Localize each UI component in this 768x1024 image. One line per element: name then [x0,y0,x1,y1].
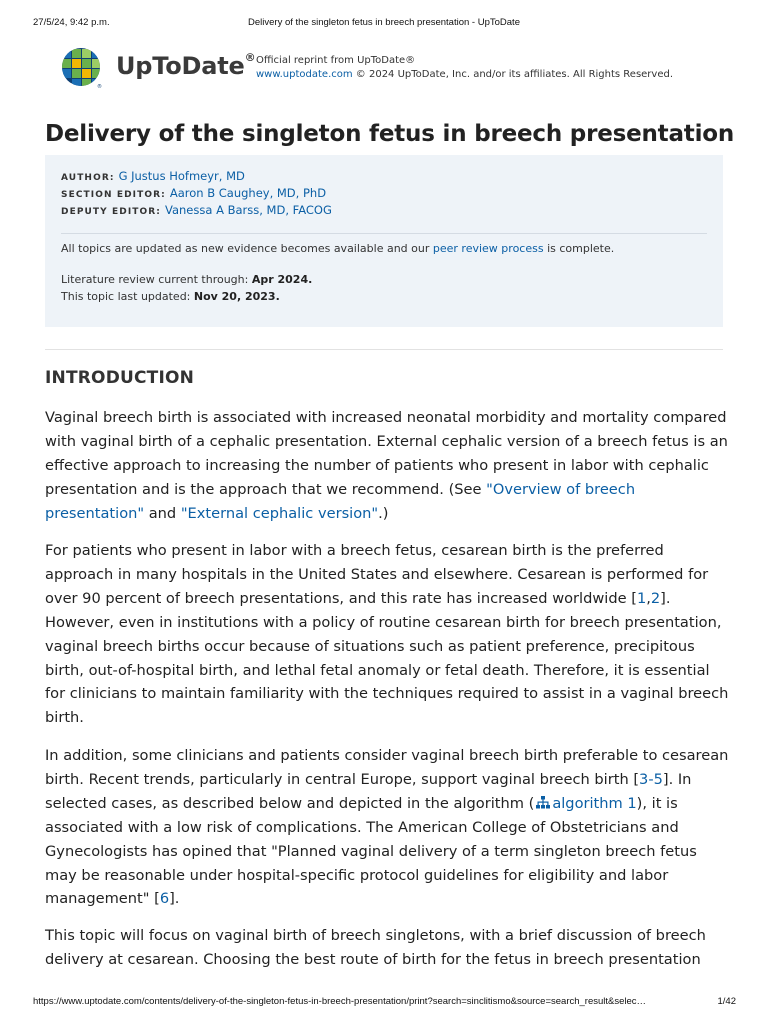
overview-breech-link[interactable]: "Overview of breech [486,480,636,498]
paragraph-1 [45,406,735,526]
text-line: Gynecologists has opined that "Planned vaginal delivery of a term singleton breech fetus [45,842,697,860]
brand-wordmark [116,52,255,80]
section-editor-link[interactable]: Aaron B Caughey, MD, PhD [169,186,327,200]
text-line: with vaginal birth of a cephalic presentation. External cephalic version of a breech fetus is an [45,432,728,450]
text-line [45,792,735,816]
section-editor-label: SECTION EDITOR: [61,190,166,200]
text-line: However, even in institutions with a policy of routine cesarean birth for breech presentation, [45,613,722,631]
topic-info-box [45,155,723,327]
section-divider [45,349,723,350]
text-span: , [646,589,651,607]
reference-link-1[interactable]: 1 [636,589,647,607]
algorithm-icon [536,796,550,809]
text-line: Vaginal breech birth is associated with increased neonatal morbidity and mortality compared [45,409,727,426]
peer-review-notice [61,242,614,255]
text-line [45,478,735,502]
last-updated-date: This topic last updated: Nov 20, 2023. [61,290,280,303]
text-line: delivery at cesarean. Choosing the best route of birth for the fetus in breech presentation [45,950,701,968]
reference-link-6[interactable]: 6 [159,890,170,908]
brand-name: UpToDate [116,52,245,80]
peer-review-link[interactable]: peer review process [432,242,544,255]
text-line: birth, out-of-hospital birth, and lethal fetal anomaly or fetal death. Therefore, it is essential [45,661,710,679]
text-line: birth. [45,709,84,727]
paragraph-2 [45,539,735,730]
text-span: ]. [660,589,671,607]
copyright-text: © 2024 UpToDate, Inc. and/or its affiliates. All Rights Reserved. [352,69,674,80]
reprint-notice [256,54,673,82]
text-line: associated with a low risk of complications. The American College of Obstetricians and [45,818,679,836]
notice-text: All topics are updated as new evidence becomes available and our [61,242,433,255]
reference-link-2[interactable]: 2 [650,589,661,607]
author-link[interactable]: G Justus Hofmeyr, MD [118,169,245,183]
algorithm-1-link[interactable] [534,795,636,812]
last-updated-value: Nov 20, 2023 [193,290,276,303]
text-span: birth. Recent trends, particularly in central Europe, support vaginal breech birth [ [45,770,640,788]
text-span: ]. In [662,770,692,788]
reference-link-3-5[interactable]: 3-5 [639,770,663,788]
text-line: vaginal breech births occur because of situations such as patient preference, precipitous [45,637,695,655]
text-span: over 90 percent of breech presentations, and this rate has increased worldwide [ [45,589,637,607]
uptodate-logo-icon [60,47,102,89]
overview-breech-link-cont[interactable]: presentation" [45,504,145,522]
reprint-line: Official reprint from UpToDate® [256,55,416,66]
author-credit [61,169,245,183]
text-span: ), it is [636,794,678,812]
algorithm-link-label: algorithm 1 [552,794,637,812]
text-span: and [144,504,181,522]
deputy-editor-link[interactable]: Vanessa A Barss, MD, FACOG [165,203,332,217]
text-line [45,768,735,792]
text-line [45,887,735,911]
logo-registered-mark: ® [97,84,102,89]
literature-review-date: Literature review current through: Apr 2024. [61,273,313,286]
section-heading-introduction: INTRODUCTION [45,368,195,388]
print-url: https://www.uptodate.com/contents/delivery-of-the-singleton-fetus-in-breech-presentation/print?search=sinclitismo&source=search_result&selec… [33,996,647,1007]
topic-title: Delivery of the singleton fetus in breech presentation [45,121,735,147]
brand-header [60,47,720,91]
text-span: presentation and is the approach that we recommend. (See [45,480,487,498]
paragraph-3 [45,744,735,911]
text-line: for clinicians to maintain familiarity with the techniques required to assist in a vaginal breech [45,685,729,703]
external-cephalic-version-link[interactable]: "External cephalic version" [180,504,379,522]
text-line [45,587,735,611]
text-span: selected cases, as described below and depicted in the algorithm ( [45,794,535,812]
text-line: effective approach to increasing the number of patients who present in labor with cephalic [45,456,709,474]
lit-review-value: Apr 2024 [251,273,309,286]
text-line: may be reasonable under hospital-specific protocol guidelines for eligibility and labor [45,866,669,884]
deputy-editor-label: DEPUTY EDITOR: [61,207,161,217]
brand-trademark: ® [244,51,256,64]
print-page-number: 1/42 [717,996,736,1007]
text-line: For patients who present in labor with a breech fetus, cesarean birth is the preferred [45,542,664,559]
text-line [45,502,735,526]
uptodate-site-link[interactable]: www.uptodate.com [256,69,353,80]
text-line: This topic will focus on vaginal birth of breech singletons, with a brief discussion of breech [45,927,706,944]
section-editor-credit [61,186,326,200]
lit-review-label: Literature review current through: [61,273,252,286]
text-span: ]. [169,890,180,908]
text-span: .) [378,504,389,522]
text-line: approach in many hospitals in the United States and elsewhere. Cesarean is performed for [45,565,709,583]
last-updated-label: This topic last updated: [61,290,194,303]
text-line: In addition, some clinicians and patients consider vaginal breech birth preferable to cesarean [45,747,729,764]
notice-text-end: is complete. [543,242,615,255]
print-page-title: Delivery of the singleton fetus in breech presentation - UpToDate [248,17,520,28]
author-label: AUTHOR: [61,173,115,183]
text-span: management" [ [45,890,160,908]
print-datetime: 27/5/24, 9:42 p.m. [33,17,110,28]
copyright-line [256,68,673,82]
deputy-editor-credit [61,203,332,217]
paragraph-4 [45,924,735,972]
info-box-divider [61,233,707,234]
